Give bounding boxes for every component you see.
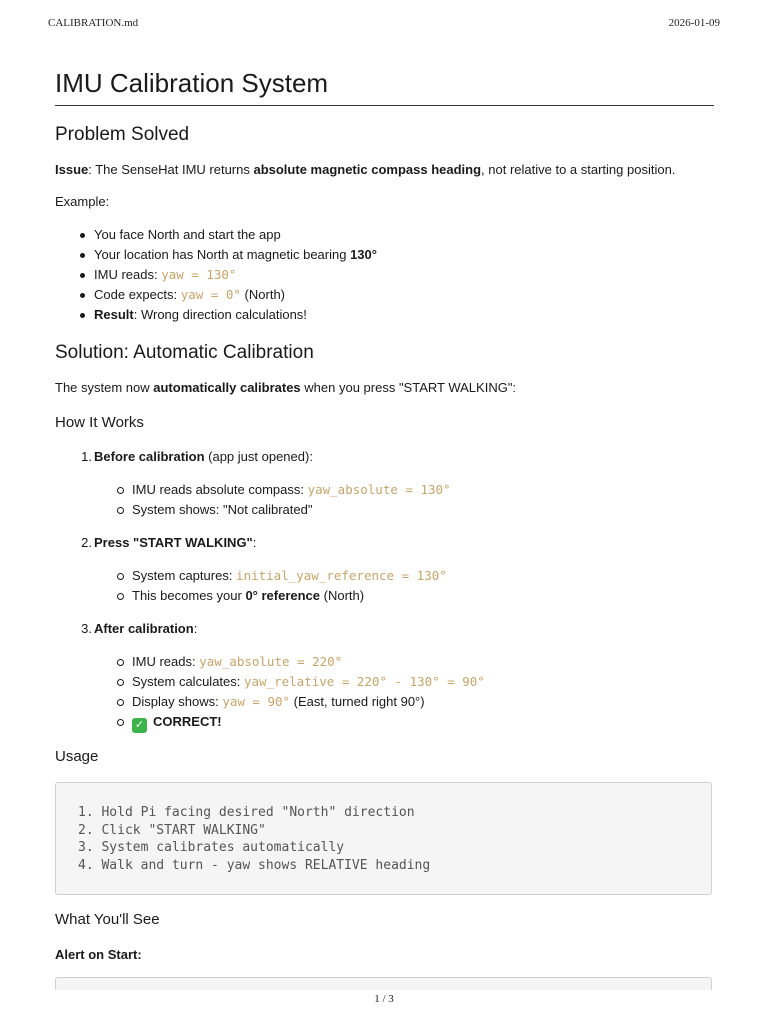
subsection-heading-how-it-works: How It Works (55, 414, 144, 431)
print-date: 2026-01-09 (668, 17, 720, 29)
document-body (55, 0, 714, 990)
list-item-text: Code expects: (94, 287, 181, 302)
sub-list-item (132, 481, 451, 499)
solution-intro-text-1: The system now (55, 380, 154, 395)
sub-list-item (132, 713, 222, 733)
solution-intro-text-2: when you press "START WALKING": (300, 380, 517, 395)
sub-list-item-suffix: (North) (320, 588, 365, 603)
list-item-text: IMU reads: (94, 267, 162, 282)
sub-list-item (132, 673, 485, 691)
solution-intro-bold: automatically calibrates (153, 380, 301, 395)
issue-text-2: , not relative to a starting position. (481, 162, 676, 177)
inline-code: yaw_absolute = 220° (199, 654, 343, 669)
sub-list-item (132, 653, 342, 671)
step-title: After calibration (94, 621, 194, 636)
list-item (94, 226, 281, 244)
list-item (94, 266, 236, 284)
inline-code: yaw = 130° (161, 267, 237, 282)
list-item-bold: Result (94, 307, 134, 322)
alert-on-start-label (55, 946, 142, 964)
sub-list-item-text: Display shows: (132, 694, 223, 709)
sub-list-item-text: This becomes your (132, 588, 246, 603)
sub-list-item-text: System shows: "Not calibrated" (132, 502, 313, 517)
subsection-heading-what-you-see: What You'll See (55, 911, 160, 928)
alert-code-block (55, 977, 712, 990)
list-item-bold: 130° (350, 247, 377, 262)
sub-list-item (132, 587, 364, 605)
page-title: IMU Calibration System (55, 67, 714, 106)
sub-list-item (132, 567, 447, 585)
list-item-suffix: : Wrong direction calculations! (133, 307, 307, 322)
step-title: Press "START WALKING" (94, 535, 253, 550)
sub-list-item-text: System captures: (132, 568, 237, 583)
step-suffix: : (252, 535, 257, 550)
list-item (94, 306, 307, 324)
code-line: 3. System calibrates automatically (78, 840, 345, 855)
sub-list-item (132, 693, 425, 711)
issue-text-1: : The SenseHat IMU returns (88, 162, 254, 177)
step-title: Before calibration (94, 449, 205, 464)
inline-code: yaw_absolute = 130° (307, 482, 451, 497)
list-item (94, 246, 377, 264)
code-line: 4. Walk and turn - yaw shows RELATIVE heading (78, 857, 431, 873)
code-line: 2. Click "START WALKING" (78, 822, 266, 838)
sub-list-item-text: IMU reads: (132, 654, 200, 669)
check-mark-icon: ✓ (132, 718, 147, 733)
sub-list-item-text: System calculates: (132, 674, 244, 689)
inline-code: yaw = 90° (222, 694, 291, 709)
sub-list-item (132, 501, 312, 519)
step-suffix: : (193, 621, 198, 636)
inline-code: yaw = 0° (180, 287, 241, 302)
inline-code: initial_yaw_reference = 130° (236, 568, 447, 583)
sub-list-item-bold: CORRECT! (153, 714, 222, 729)
list-item (94, 286, 285, 304)
print-filename: CALIBRATION.md (48, 17, 139, 29)
list-number: 2. (81, 535, 92, 550)
inline-code: yaw_relative = 220° - 130° = 90° (244, 674, 485, 689)
subsection-heading-usage: Usage (55, 748, 99, 765)
list-number: 1. (81, 449, 92, 464)
sub-list-item-bold: 0° reference (245, 588, 321, 603)
step-suffix: (app just opened): (204, 449, 313, 464)
page-number: 1 / 3 (374, 993, 394, 1005)
list-item-suffix: (North) (240, 287, 285, 302)
section-heading-problem: Problem Solved (55, 124, 190, 145)
list-number: 3. (81, 621, 92, 636)
issue-label: Issue (55, 162, 89, 177)
example-label: Example: (55, 194, 110, 209)
sub-list-item-text: IMU reads absolute compass: (132, 482, 308, 497)
code-line: 1. Hold Pi facing desired "North" direction (78, 805, 415, 820)
section-heading-solution: Solution: Automatic Calibration (55, 342, 314, 363)
list-item-text: Your location has North at magnetic bearing (94, 247, 351, 262)
solution-intro (55, 379, 516, 397)
alert-label-bold: Alert on Start: (55, 947, 142, 962)
issue-paragraph (55, 161, 675, 179)
list-item-text: You face North and start the app (94, 227, 281, 242)
sub-list-item-suffix: (East, turned right 90°) (290, 694, 425, 709)
usage-code-block (55, 782, 712, 895)
issue-bold: absolute magnetic compass heading (253, 162, 482, 177)
